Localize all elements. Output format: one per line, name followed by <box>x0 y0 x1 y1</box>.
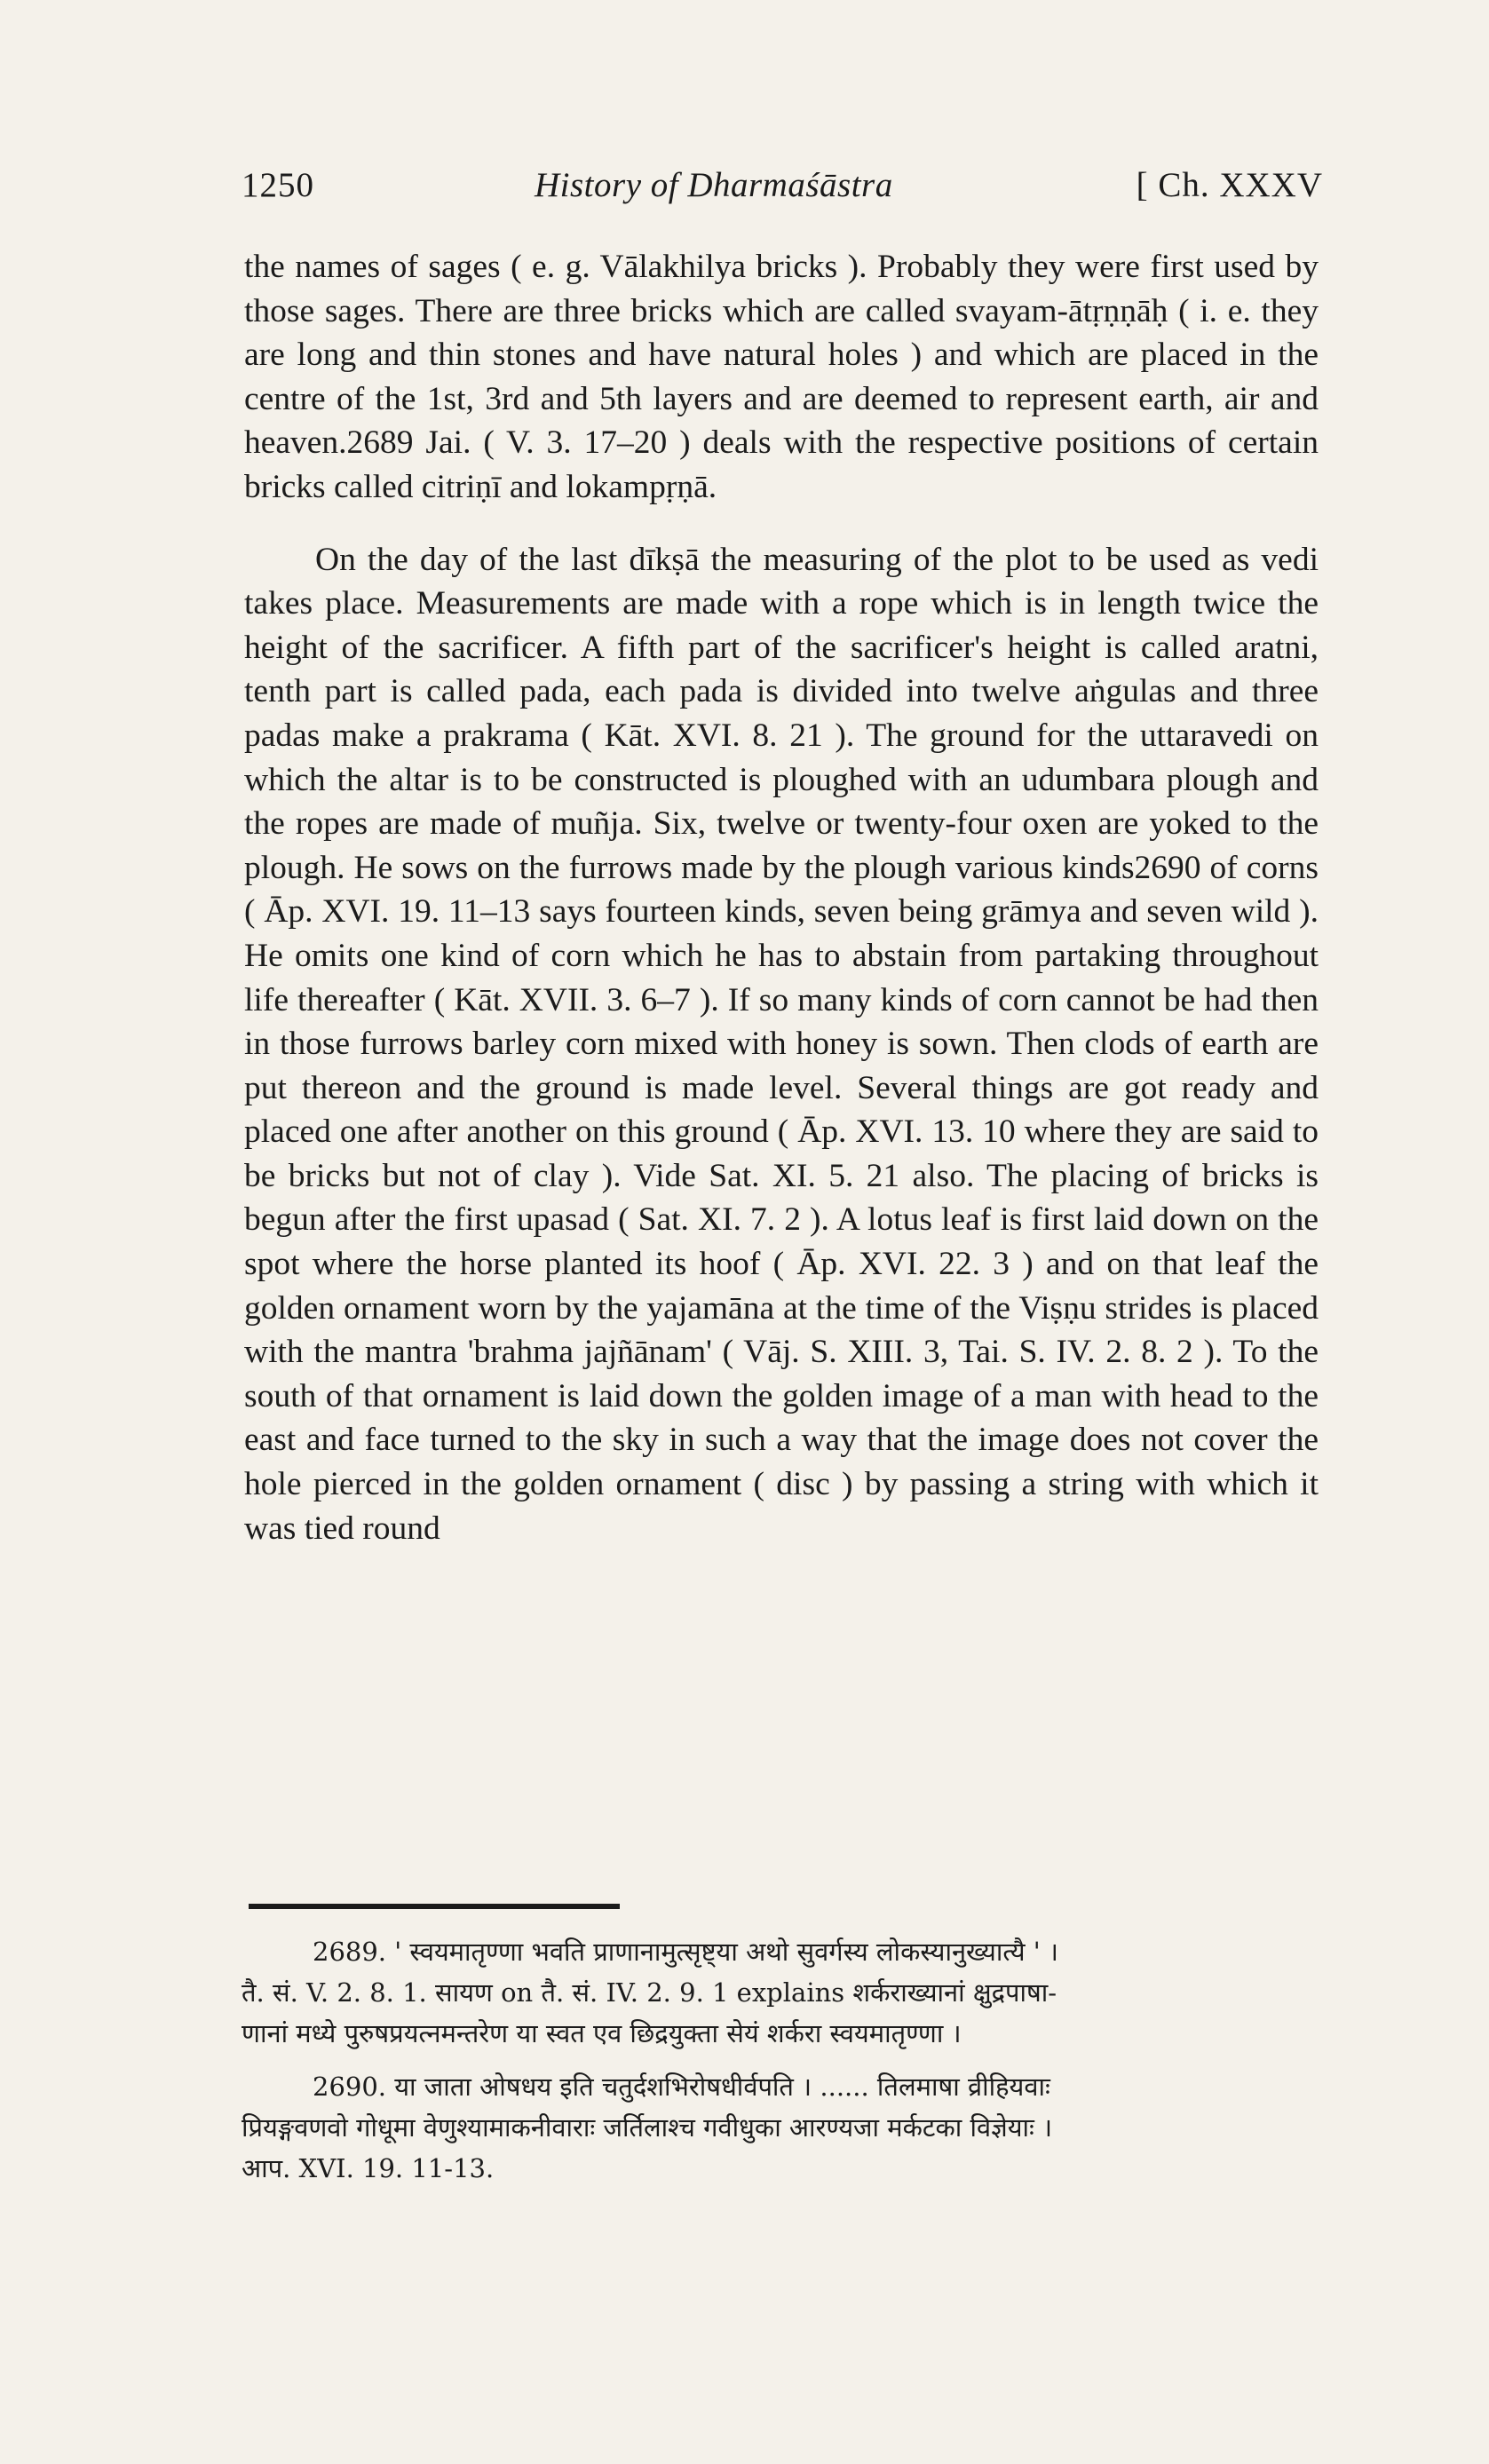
footnote-line: 2689. ' स्वयमातृण्णा भवति प्राणानामुत्सृष्ट्या अथो सुवर्गस्य लोकस्यानुख्यात्यै ' । <box>313 1937 1058 1967</box>
footnote-divider <box>249 1904 620 1909</box>
footnote-line: णानां मध्ये पुरुषप्रयत्नमन्तरेण या स्वत एव छिद्रयुक्ता सेयं शर्करा स्वयमातृण्णा । <box>242 2018 962 2048</box>
footnotes <box>242 1931 1320 2201</box>
footnote-2689 <box>242 1931 1320 2054</box>
paragraph: the names of sages ( e. g. Vālakhilya bricks ). Probably they were first used by those sages. There are three bricks which are called svayam-ātṛṇṇāḥ ( i. e. they are long and thin stones and have natural holes ) and which are placed in the centre of the 1st, 3rd and 5th layers and are deemed to represent earth, air and heaven.2689 Jai. ( V. 3. 17–20 ) deals with the respective positions of certain bricks called citriṇī and lokampṛṇā. <box>244 249 1319 505</box>
page-number: 1250 <box>242 166 314 204</box>
chapter-label: [ Ch. XXXV <box>1136 166 1323 204</box>
footnote-line: तै. सं. V. 2. 8. 1. सायण on तै. सं. IV. 2. 9. 1 explains शर्कराख्यानां क्षुद्रपाषा- <box>242 1977 1057 2008</box>
footnote-line: 2690. या जाता ओषधय इति चतुर्दशभिरोषधीर्वपति । ...... तिलमाषा व्रीहियवाः <box>313 2072 1050 2102</box>
main-text <box>244 245 1319 1550</box>
footnote-line: प्रियङ्गवणवो गोधूमा वेणुश्यामाकनीवाराः जर्तिलाश्च गवीधुका आरण्यजा मर्कटका विज्ञेयाः । <box>242 2112 1053 2143</box>
running-header <box>242 165 1323 210</box>
footnote-line: आप. XVI. 19. 11-13. <box>242 2153 495 2183</box>
running-title: History of Dharmaśāstra <box>535 166 893 204</box>
paragraph: On the day of the last dīkṣā the measuring of the plot to be used as vedi takes place. Measurements are made with a rope which is in length twice the height of the sacrificer. A fifth part of the sacrificer's height is called aratni, tenth part is called pada, each pada is divided into twelve aṅgulas and three padas make a prakrama ( Kāt. XVI. 8. 21 ). The ground for the uttaravedi on which the altar is to be constructed is ploughed with an udumbara plough and the ropes are made of muñja. Six, twelve or twenty-four oxen are yoked to the plough. He sows on the furrows made by the plough various kinds2690 of corns ( Āp. XVI. 19. 11–13 says fourteen kinds, seven being grāmya and seven wild ). He omits one kind of corn which he has to abstain from partaking throughout life thereafter ( Kāt. XVII. 3. 6–7 ). If so many kinds of corn cannot be had then in those furrows barley corn mixed with honey is sown. Then clods of earth are put thereon and the ground is made level. Several things are got ready and placed one after another on this ground ( Āp. XVI. 13. 10 where they are said to be bricks but not of clay ). Vide Sat. XI. 5. 21 also. The placing of bricks is begun after the first upasad ( Sat. XI. 7. 2 ). A lotus leaf is first laid down on the spot where the horse planted its hoof ( Āp. XVI. 22. 3 ) and on that leaf the golden ornament worn by the yajamāna at the time of the Viṣṇu strides is placed with the mantra 'brahma jajñānam' ( Vāj. S. XIII. 3, Tai. S. IV. 2. 8. 2 ). To the south of that ornament is laid down the golden image of a man with head to the east and face turned to the sky in such a way that the image does not cover the hole pierced in the golden ornament ( disc ) by passing a string with which it was tied round <box>244 541 1319 1547</box>
footnote-2690 <box>242 2066 1320 2189</box>
